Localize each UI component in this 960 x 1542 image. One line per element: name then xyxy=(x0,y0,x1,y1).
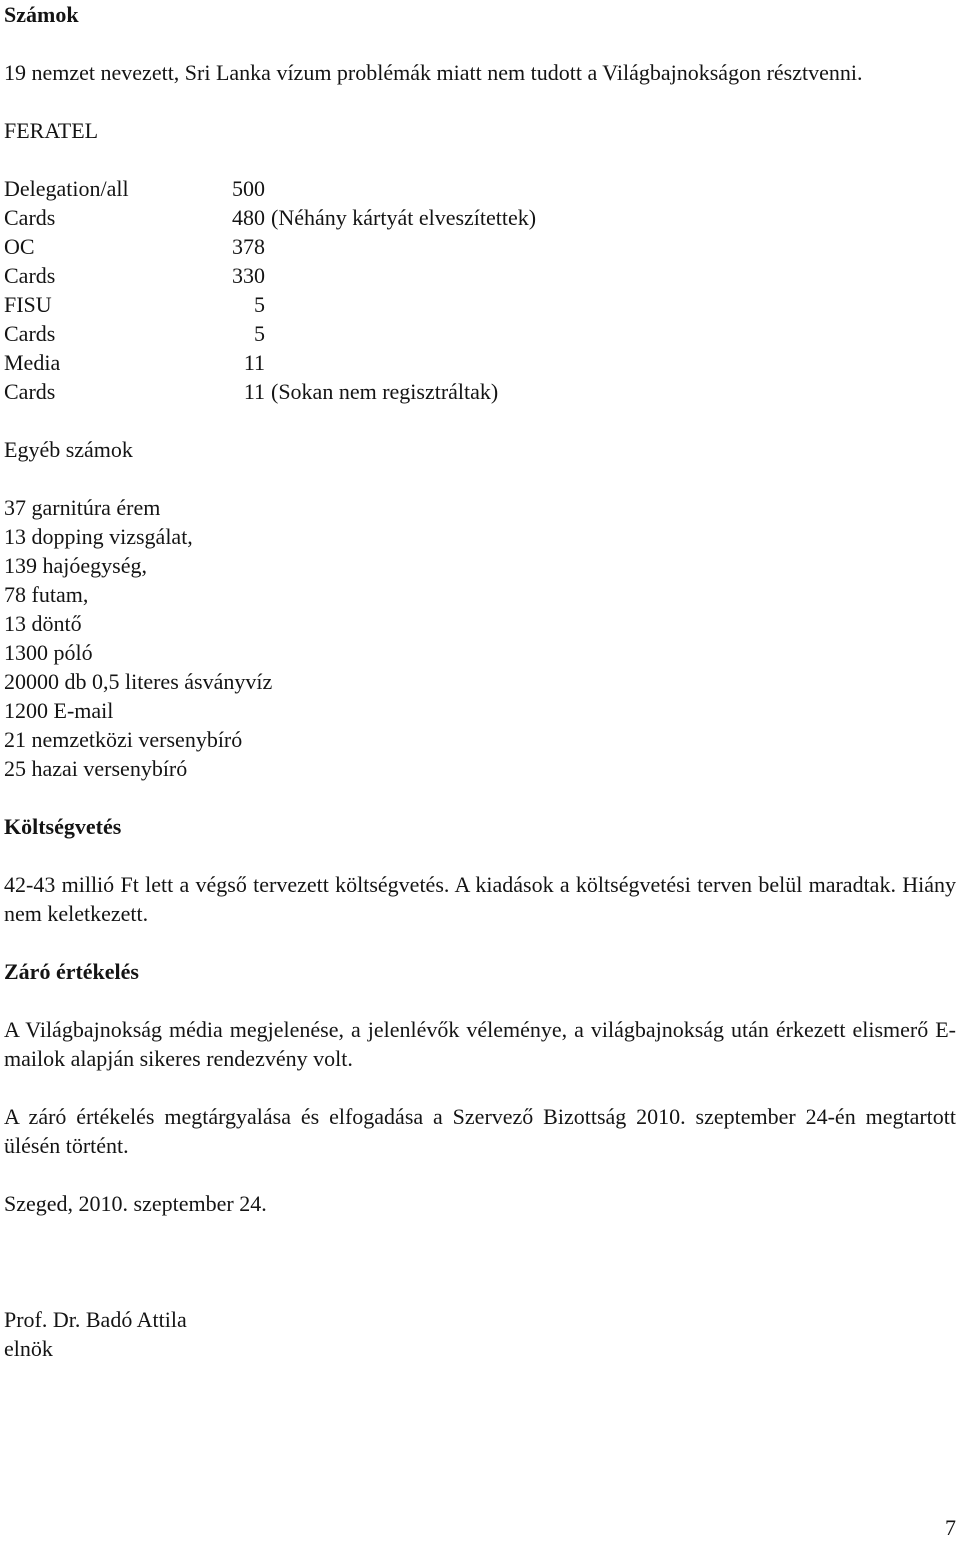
row-label: Delegation/all xyxy=(4,176,129,201)
other-numbers-heading: Egyéb számok xyxy=(4,437,133,462)
signer-title: elnök xyxy=(4,1336,53,1361)
table-row xyxy=(4,290,956,319)
row-label: FISU xyxy=(4,292,52,317)
spacer xyxy=(4,1073,956,1102)
row-label: Cards xyxy=(4,263,56,288)
spacer xyxy=(4,87,956,116)
spacer xyxy=(4,1218,956,1247)
table-row xyxy=(4,319,956,348)
list-item: 78 futam, xyxy=(4,582,89,607)
spacer xyxy=(4,1247,956,1276)
spacer xyxy=(4,928,956,957)
spacer xyxy=(4,783,956,812)
spacer xyxy=(4,464,956,493)
list-item: 25 hazai versenybíró xyxy=(4,756,188,781)
spacer xyxy=(4,1276,956,1305)
row-label: Cards xyxy=(4,205,56,230)
row-value: 5 xyxy=(254,292,265,317)
section-heading-zaro: Záró értékelés xyxy=(4,959,139,984)
row-label: Cards xyxy=(4,321,56,346)
evaluation-paragraph-2: A záró értékelés megtárgyalása és elfogadása a Szervező Bizottság 2010. szeptember 24-én megtartott ülésén történt. xyxy=(4,1104,956,1158)
row-value: 330 xyxy=(232,263,265,288)
table-row xyxy=(4,348,956,377)
list-item: 37 garnitúra érem xyxy=(4,495,161,520)
row-note xyxy=(265,261,271,290)
spacer xyxy=(4,986,956,1015)
list-item: 1200 E-mail xyxy=(4,698,114,723)
table-row xyxy=(4,232,956,261)
table-row xyxy=(4,203,956,232)
table-row xyxy=(4,174,956,203)
row-value: 378 xyxy=(232,234,265,259)
list-item: 13 dopping vizsgálat, xyxy=(4,524,193,549)
row-label: Media xyxy=(4,350,61,375)
row-note xyxy=(265,290,271,319)
row-value: 11 xyxy=(243,379,265,404)
spacer xyxy=(4,1160,956,1189)
spacer xyxy=(4,841,956,870)
spacer xyxy=(4,29,956,58)
place-date: Szeged, 2010. szeptember 24. xyxy=(4,1191,267,1216)
list-item: 21 nemzetközi versenybíró xyxy=(4,727,243,752)
other-numbers-list xyxy=(4,493,956,783)
row-value: 11 xyxy=(243,350,265,375)
spacer xyxy=(4,406,956,435)
table-row xyxy=(4,377,956,406)
page-number: 7 xyxy=(945,1515,956,1540)
feratel-label: FERATEL xyxy=(4,118,99,143)
document-page xyxy=(4,0,956,1363)
row-note xyxy=(265,348,271,377)
list-item: 13 döntő xyxy=(4,611,82,636)
intro-paragraph: 19 nemzet nevezett, Sri Lanka vízum problémák miatt nem tudott a Világbajnokságon résztvenni. xyxy=(4,60,863,85)
list-item: 1300 póló xyxy=(4,640,93,665)
row-note xyxy=(265,319,271,348)
section-heading-koltsegvetes: Költségvetés xyxy=(4,814,122,839)
row-note: (Néhány kártyát elveszítettek) xyxy=(271,205,537,230)
spacer xyxy=(4,145,956,174)
row-note xyxy=(265,174,271,203)
row-label: OC xyxy=(4,234,35,259)
list-item: 139 hajóegység, xyxy=(4,553,147,578)
list-item: 20000 db 0,5 literes ásványvíz xyxy=(4,669,273,694)
table-row xyxy=(4,261,956,290)
row-value: 5 xyxy=(254,321,265,346)
budget-paragraph: 42-43 millió Ft lett a végső tervezett költségvetés. A kiadások a költségvetési terven belül maradtak. Hiány nem keletkezett. xyxy=(4,872,956,926)
feratel-table xyxy=(4,174,956,406)
row-value: 480 xyxy=(232,205,265,230)
row-label: Cards xyxy=(4,379,56,404)
row-value: 500 xyxy=(232,176,265,201)
signer-name: Prof. Dr. Badó Attila xyxy=(4,1307,187,1332)
row-note: (Sokan nem regisztráltak) xyxy=(271,379,499,404)
row-note xyxy=(265,232,271,261)
section-heading-szamok: Számok xyxy=(4,2,79,27)
evaluation-paragraph-1: A Világbajnokság média megjelenése, a jelenlévők véleménye, a világbajnokság után érkezett elismerő E-mailok alapján sikeres rendezvény volt. xyxy=(4,1017,956,1071)
